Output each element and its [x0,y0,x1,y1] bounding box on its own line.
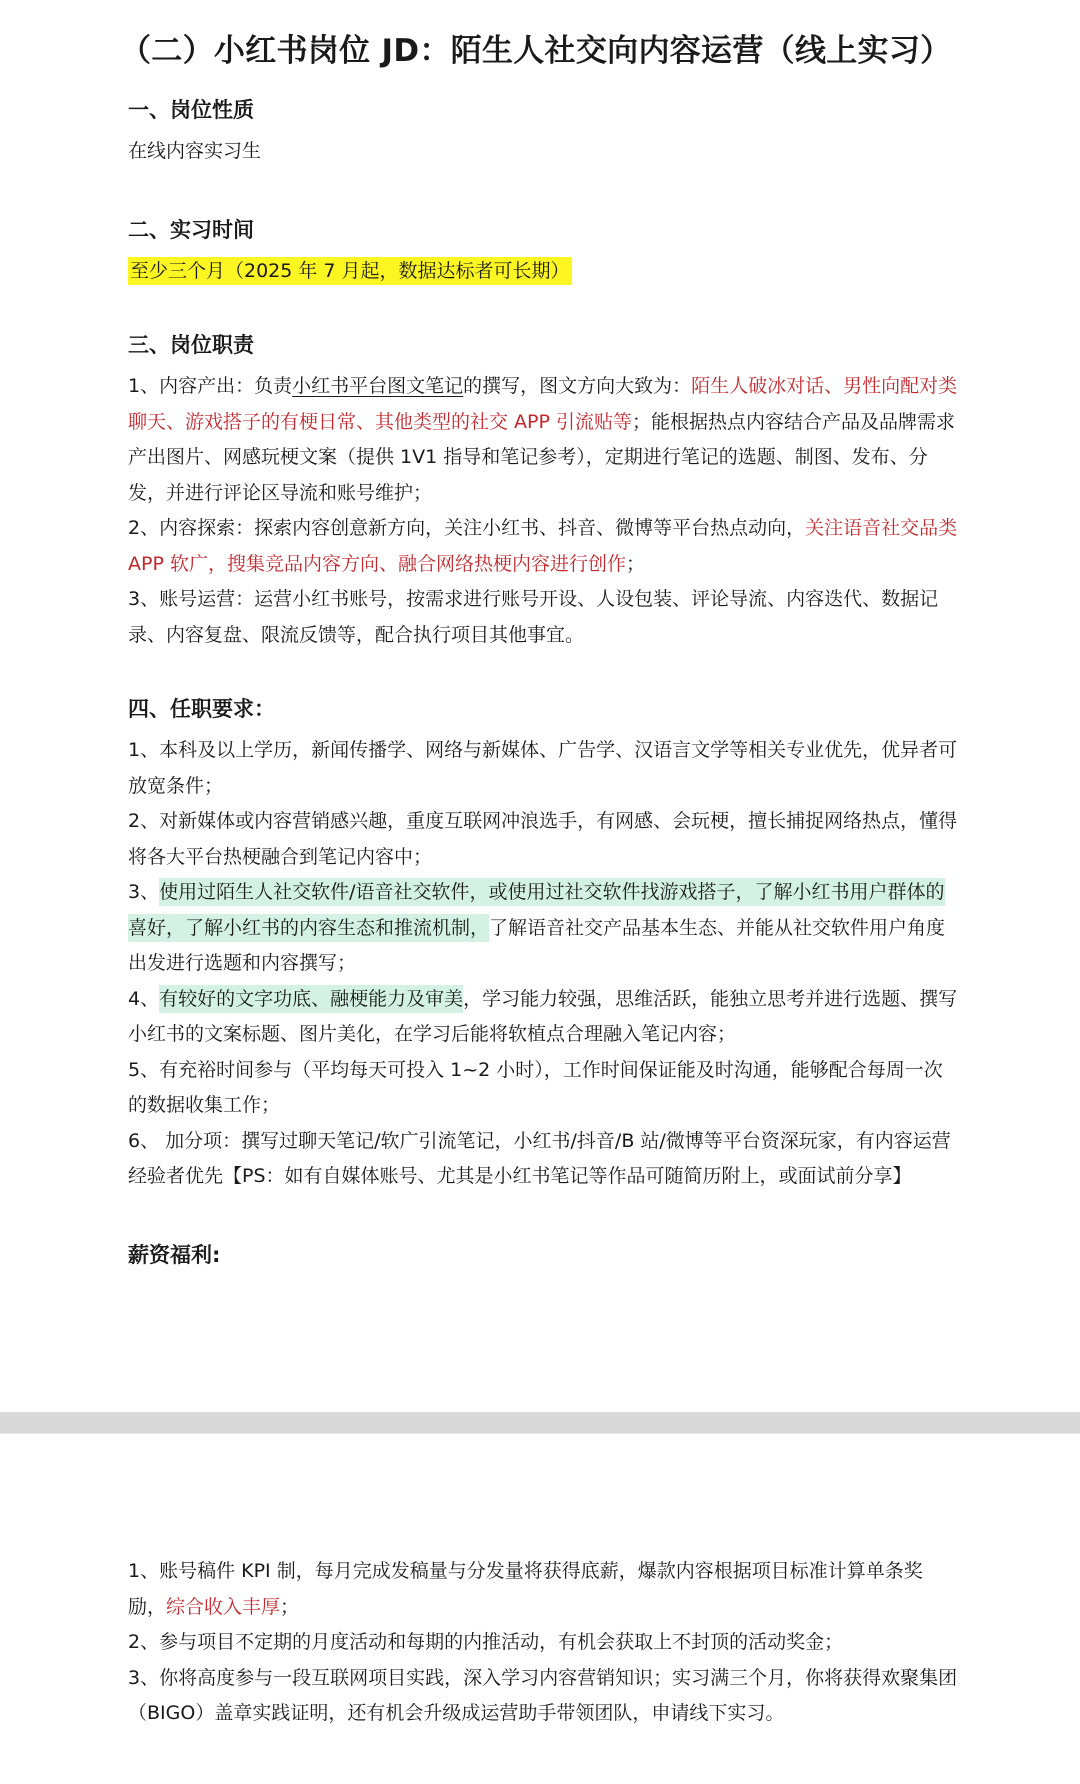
benefit-item-2: 2、参与项目不定期的月度活动和每期的内推活动，有机会获取上不封顶的活动奖金； [128,1631,844,1653]
document-page-2 [0,1434,1080,1784]
duty-item-3: 3、账号运营：运营小红书账号，按需求进行账号开设、人设包装、评论导流、内容迭代、数据记录、内容复盘、限流反馈等，配合执行项目其他事宜。 [128,588,939,646]
requirement-green-highlight-2: 有较好的文字功底、融梗能力及审美 [159,985,463,1013]
requirement-item-6: 6、 加分项：撰写过聊天笔记/软广引流笔记，小红书/抖音/B 站/微博等平台资深玩家，有内容运营经验者优先【PS：如有自媒体账号、尤其是小红书笔记等作品可随简历附上，或面试前分享】 [128,1129,951,1187]
duty-red-text-2: 关注语音社交品类 APP 软广，搜集竞品内容方向、融合网络热梗内容进行创作 [128,517,958,575]
section-heading-benefits: 薪资福利: [128,1242,221,1267]
requirement-item-4: 4、有较好的文字功底、融梗能力及审美，学习能力较强，思维活跃，能独立思考并进行选题、撰写小红书的文案标题、图片美化，在学习后能将软植点合理融入笔记内容； [128,982,960,1053]
requirement-item-5: 5、有充裕时间参与（平均每天可投入 1~2 小时），工作时间保证能及时沟通，能够配合每周一次的数据收集工作； [128,1058,943,1116]
document-title: （二）小红书岗位 JD：陌生人社交向内容运营（线上实习） [120,33,952,69]
section-heading-duties: 三、岗位职责 [128,333,254,357]
requirement-item-1: 1、本科及以上学历，新闻传播学、网络与新媒体、广告学、汉语言文学等相关专业优先，优异者可放宽条件； [128,739,958,797]
nature-text: 在线内容实习生 [128,140,262,162]
duty-item-1: 1、内容产出：负责小红书平台图文笔记的撰写，图文方向大致为：陌生人破冰对话、男性向配对类聊天、游戏搭子的有梗日常、其他类型的社交 APP 引流贴等；能根据热点内容结合产品及品牌需求产出图片、网感玩梗文案（提供 1V1 指导和笔记参考），定期进行笔记的选题、制图、发布、分发，并进行评论区导流和账号维护； [128,375,958,504]
section-heading-nature: 一、岗位性质 [128,98,254,122]
requirement-green-highlight: 使用过陌生人社交软件/语音社交软件，或使用过社交软件找游戏搭子，了解小红书用户群体的喜好，了解小红书的内容生态和推流机制， [128,878,945,942]
benefit-red-text: 综合收入丰厚 [166,1595,281,1618]
requirement-item-2: 2、对新媒体或内容营销感兴趣，重度互联网冲浪选手，有网感、会玩梗，擅长捕捉网络热点，懂得将各大平台热梗融合到笔记内容中； [128,810,958,868]
duration-highlight: 至少三个月（2025 年 7 月起，数据达标者可长期） [128,257,572,285]
section-heading-requirements: 四、任职要求： [128,697,275,721]
page-divider [0,1412,1080,1434]
benefit-item-1: 1、账号稿件 KPI 制，每月完成发稿量与分发量将获得底薪，爆款内容根据项目标准计算单条奖励，综合收入丰厚； [128,1560,923,1618]
duty-item-2: 2、内容探索：探索内容创意新方向，关注小红书、抖音、微博等平台热点动向，关注语音社交品类 APP 软广，搜集竞品内容方向、融合网络热梗内容进行创作； [128,517,958,575]
requirement-item-3: 3、使用过陌生人社交软件/语音社交软件，或使用过社交软件找游戏搭子，了解小红书用户群体的喜好，了解小红书的内容生态和推流机制，了解语音社交产品基本生态、并能从社交软件用户角度出发进行选题和内容撰写； [128,875,960,982]
section-heading-duration: 二、实习时间 [128,217,254,242]
duration-text [128,254,960,290]
benefit-item-3: 3、你将高度参与一段互联网项目实践，深入学习内容营销知识；实习满三个月，你将获得欢聚集团 （BIGO）盖章实践证明，还有机会升级成运营助手带领团队，申请线下实习。 [128,1666,958,1724]
duty-underlined-text: 小红书平台图文笔记 [292,375,464,397]
duty-red-text: 陌生人破冰对话、男性向配对类聊天、游戏搭子的有梗日常、其他类型的社交 APP 引流贴等 [128,375,958,433]
